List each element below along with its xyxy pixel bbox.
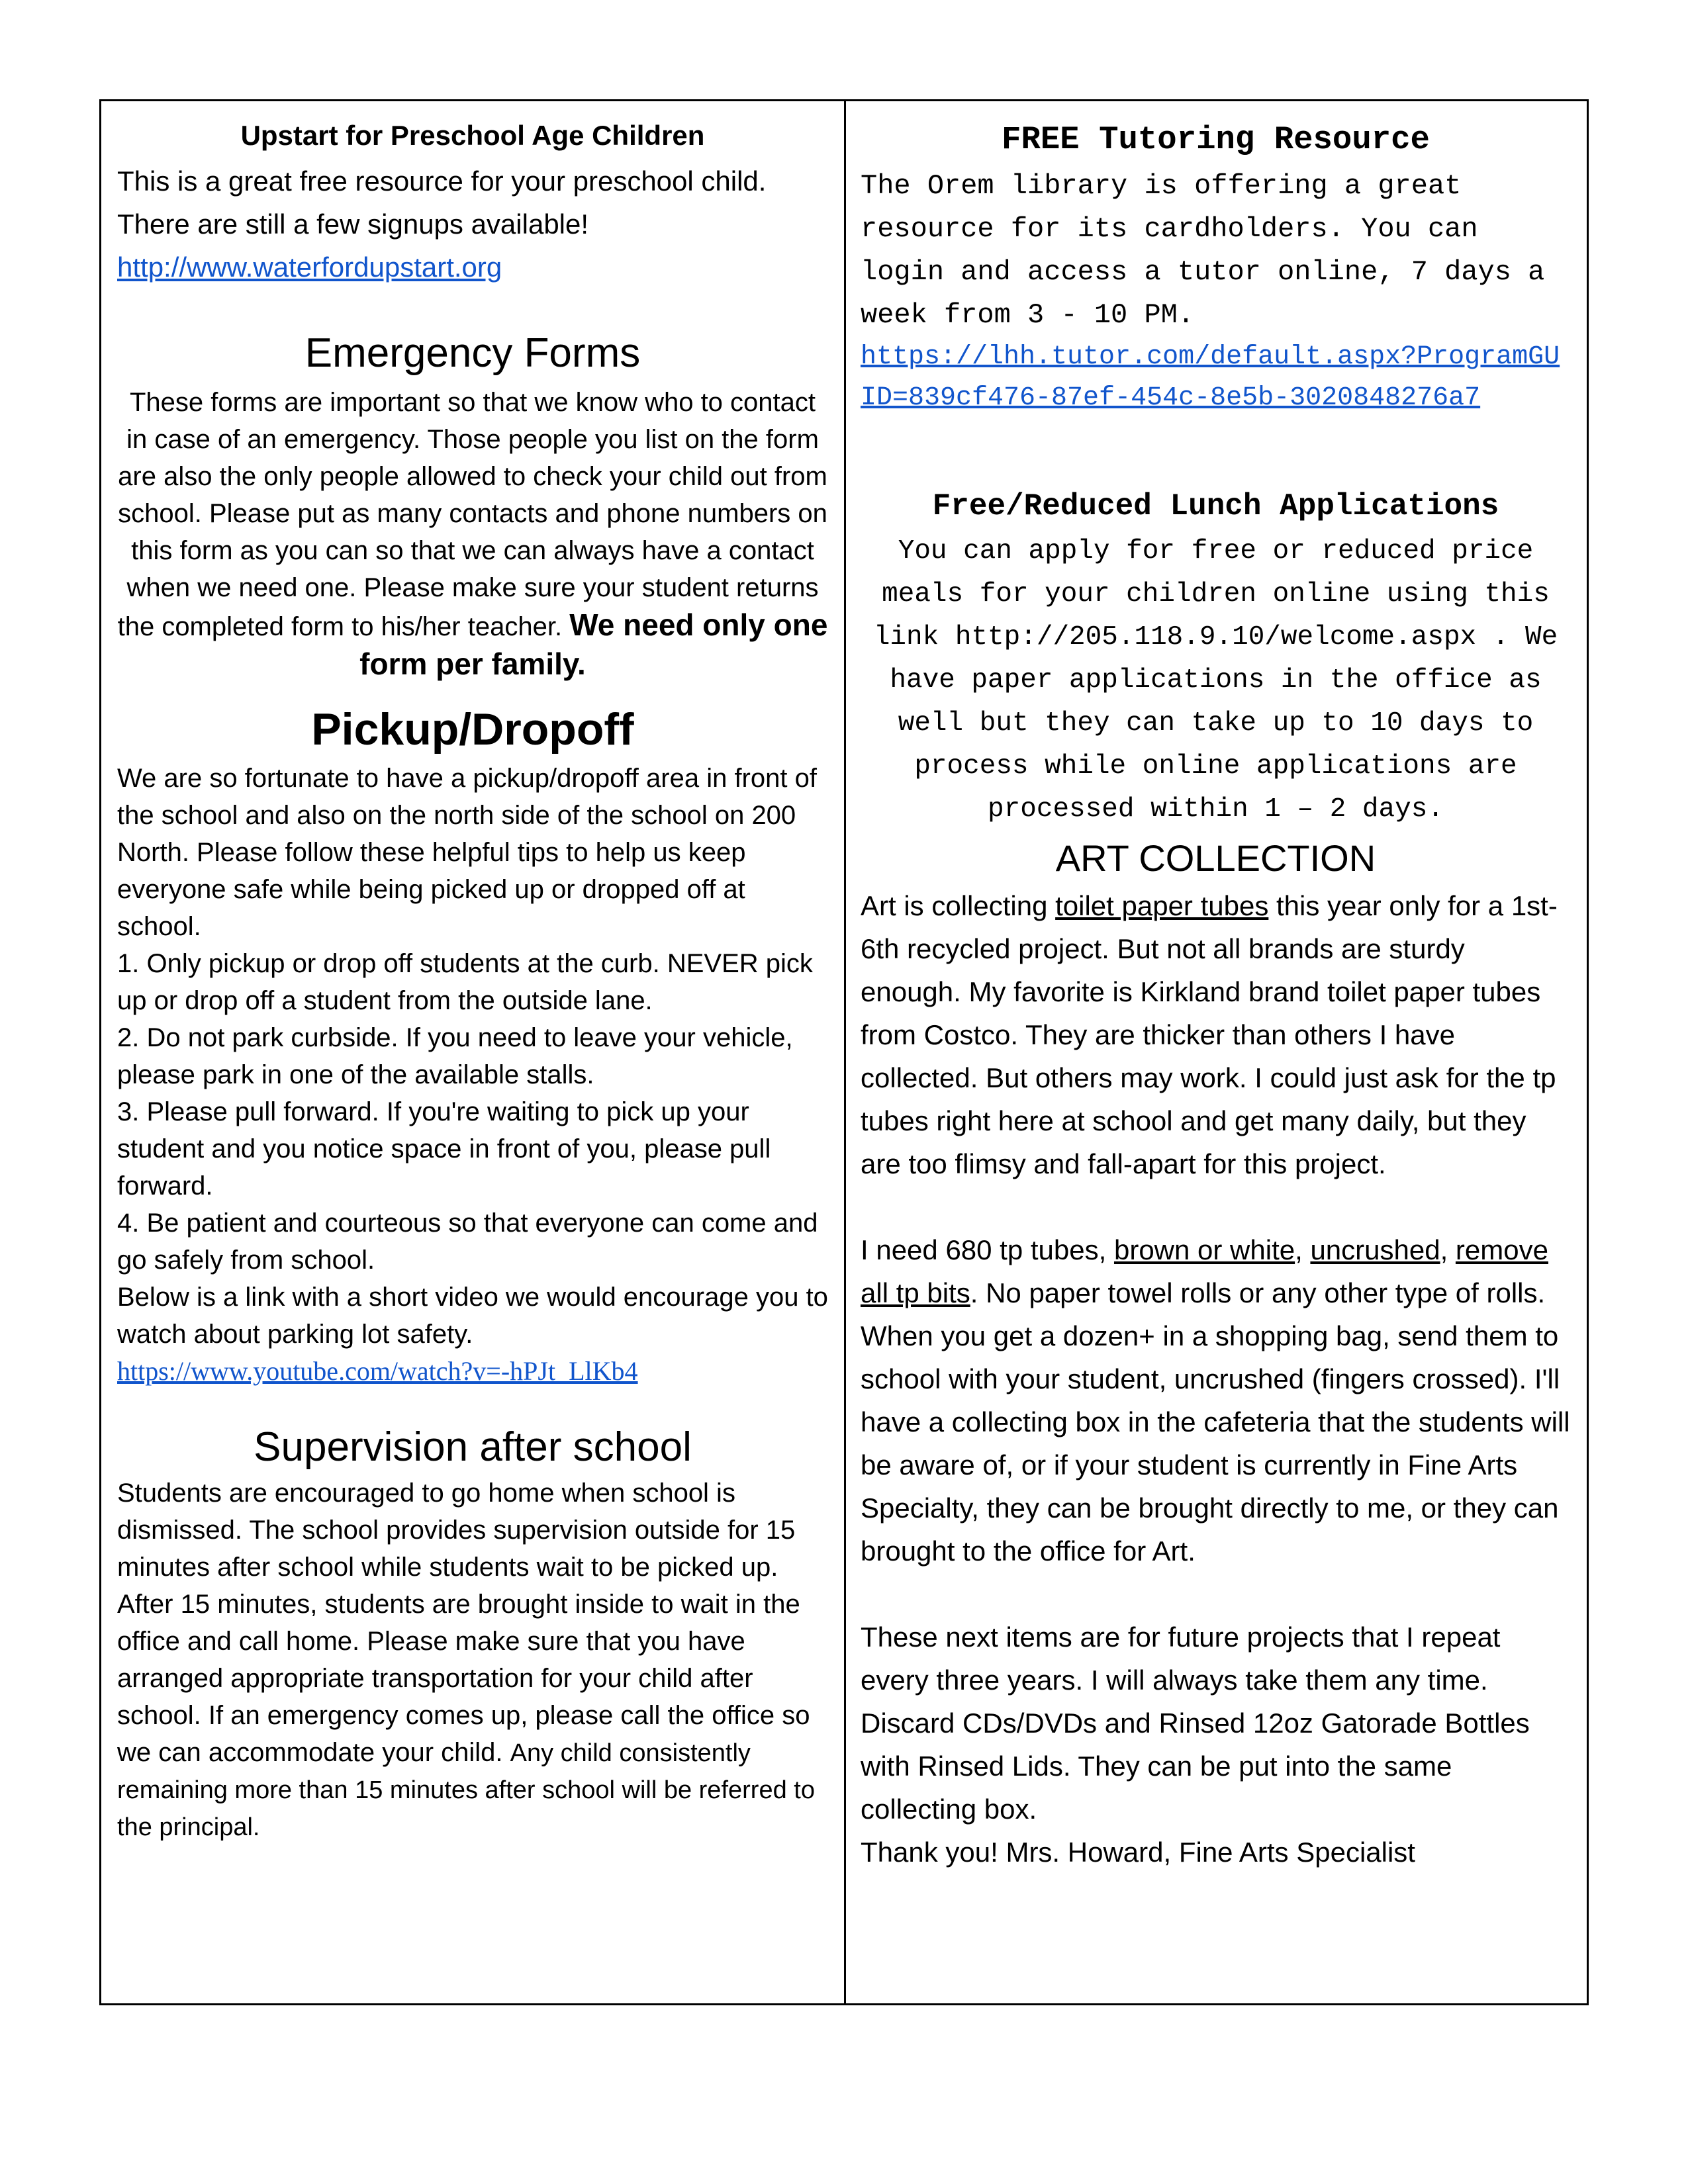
pickup-tip-4: 4. Be patient and courteous so that everyone can come and go safely from school. [117, 1208, 818, 1275]
lunch-title: Free/Reduced Lunch Applications [932, 489, 1499, 523]
pickup-section [117, 702, 828, 1390]
toilet-paper-tubes-underline: toilet paper tubes [1055, 890, 1269, 921]
emergency-bold-note: We need only one form per family. [359, 608, 828, 681]
pickup-video-link[interactable]: https://www.youtube.com/watch?v=-hPJt_LlKb4 [117, 1356, 638, 1386]
lunch-section [861, 485, 1571, 831]
tutoring-body: The Orem library is offering a great resource for its cardholders. You can login and access a tutor online, 7 days a week from 3 - 10 PM. [861, 170, 1545, 331]
emergency-section [117, 328, 828, 684]
pickup-tip-3: 3. Please pull forward. If you're waiting to pick up your student and you notice space in front of you, please pull forward. [117, 1097, 771, 1201]
art-title: ART COLLECTION [1055, 837, 1376, 879]
newsletter-table [99, 99, 1589, 2005]
pickup-title: Pickup/Dropoff [311, 704, 634, 754]
art-paragraph-3: These next items are for future projects that I repeat every three years. I will always take them any time. Discard CDs/DVDs and Rinsed 12oz Gatorade Bottles with Rinsed Lids. They can be put into the same collecting box. [861, 1621, 1530, 1825]
tutoring-title: FREE Tutoring Resource [1002, 121, 1430, 158]
uncrushed-underline: uncrushed [1310, 1234, 1440, 1265]
pickup-intro: We are so fortunate to have a pickup/dropoff area in front of the school and also on the north side of the school on 200 North. Please follow these helpful tips to help us keep everyone safe while being picked up or dropped off at school. [117, 764, 817, 941]
upstart-section [117, 118, 828, 289]
art-paragraph-2: I need 680 tp tubes, brown or white, uncrushed, remove all tp bits. No paper towel rolls or any other type of rolls. When you get a dozen+ in a shopping bag, send them to school with your student, uncrushed (fingers crossed). I'll have a collecting box in the cafeteria that the students will be aware of, or if your student is currently in Fine Arts Specialty, they can be brought directly to me, or they can brought to the office for Art. [861, 1234, 1570, 1567]
remove-bits-underline: remove all tp bits [861, 1234, 1548, 1308]
tutoring-link[interactable]: https://lhh.tutor.com/default.aspx?ProgramGUID=839cf476-87ef-454c-8e5b-3020848276a7 [861, 342, 1560, 413]
lunch-body: You can apply for free or reduced price meals for your children online using this link http://205.118.9.10/welcome.aspx . We have paper applications in the office as well but they can take up to 10 days to process while online applications are processed within 1 – 2 days. [873, 536, 1558, 825]
supervision-body: Students are encouraged to go home when school is dismissed. The school provides supervision outside for 15 minutes after school while students wait to be picked up. After 15 minutes, students are brought inside to wait in the office and call home. Please make sure that you have arranged appropriate transportation for your child after school. If an emergency comes up, please call the office so we can accommodate your child. [117, 1479, 810, 1767]
art-signature: Thank you! Mrs. Howard, Fine Arts Specialist [861, 1837, 1415, 1868]
left-column [101, 101, 846, 2003]
emergency-body: These forms are important so that we know who to contact in case of an emergency. Those people you list on the form are also the only people allowed to check your child out from school. Please put as many contacts and phone numbers on this form as you can so that we can always have a contact when we need one. Please make sure your student returns the completed form to his/her teacher. [117, 388, 827, 641]
art-section [861, 835, 1571, 1874]
pickup-tip-2: 2. Do not park curbside. If you need to leave your vehicle, please park in one of the available stalls. [117, 1023, 793, 1089]
supervision-title: Supervision after school [254, 1424, 692, 1470]
brown-or-white-underline: brown or white [1113, 1234, 1295, 1265]
upstart-line2: There are still a few signups available! [117, 208, 589, 240]
supervision-note: Any child consistently remaining more than 15 minutes after school will be referred to the principal. [117, 1739, 815, 1841]
tutoring-section [861, 118, 1571, 419]
pickup-tip-1: 1. Only pickup or drop off students at the curb. NEVER pick up or drop off a student from the outside lane. [117, 949, 813, 1015]
upstart-line1: This is a great free resource for your preschool child. [117, 165, 767, 197]
art-paragraph-1: Art is collecting toilet paper tubes this year only for a 1st-6th recycled project. But not all brands are sturdy enough. My favorite is Kirkland brand toilet paper tubes from Costco. They are thicker than others I have collected. But others may work. I could just ask for the tp tubes right here at school and get many daily, but they are too flimsy and fall-apart for this project. [861, 890, 1558, 1179]
emergency-title: Emergency Forms [305, 330, 641, 376]
pickup-video-text: Below is a link with a short video we would encourage you to watch about parking lot safety. [117, 1283, 828, 1349]
right-column [846, 101, 1587, 2003]
supervision-section [117, 1423, 828, 1845]
upstart-title: Upstart for Preschool Age Children [240, 120, 705, 151]
upstart-link[interactable]: http://www.waterfordupstart.org [117, 251, 502, 283]
